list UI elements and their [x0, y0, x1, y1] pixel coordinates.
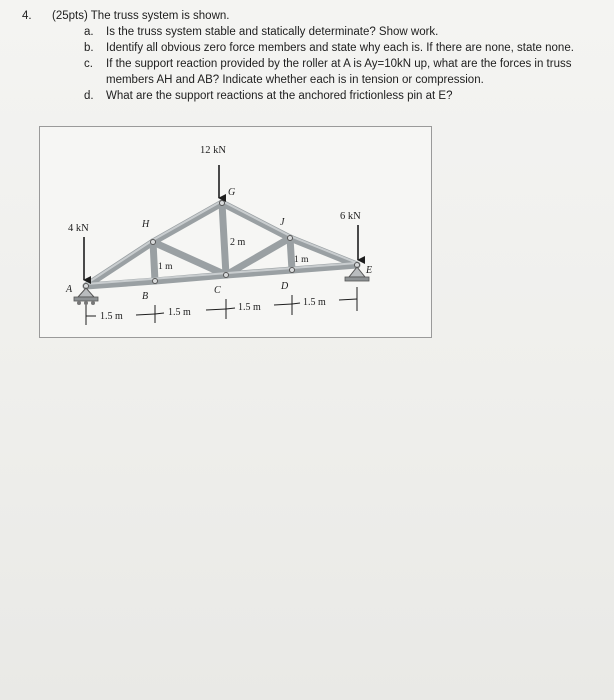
question-b-mark: b. [84, 42, 94, 54]
problem-title: (25pts) The truss system is shown. [52, 10, 230, 22]
span-seg-2b [206, 309, 226, 310]
span-seg-1b [136, 314, 155, 315]
dim-height-left: 1 m [158, 262, 173, 272]
pin-J [288, 236, 293, 241]
load-label-left: 4 kN [68, 223, 89, 234]
member-HB [153, 242, 155, 281]
load-label-top: 12 kN [200, 145, 226, 156]
pin-G [220, 201, 225, 206]
highlight-bottom-chord [86, 263, 357, 284]
problem-4 [22, 8, 602, 104]
node-label-D: D [281, 281, 289, 292]
member-HG [153, 203, 222, 242]
span-seg-3b [274, 304, 292, 305]
question-a-mark: a. [84, 26, 94, 38]
span-seg-3a [226, 308, 235, 309]
question-d-mark: d. [84, 90, 94, 102]
question-b [22, 40, 602, 56]
dim-height-right: 1 m [294, 255, 309, 265]
node-label-J: J [280, 217, 285, 228]
node-label-B: B [142, 291, 149, 302]
dim-span-4: 1.5 m [303, 297, 326, 308]
span-seg-4b [339, 299, 357, 300]
node-label-C: C [214, 285, 221, 296]
node-label-E: E [366, 265, 373, 276]
question-b-text: Identify all obvious zero force members and state why each is. If there are none, state none. [106, 42, 574, 54]
question-c [22, 56, 602, 88]
question-c-text: If the support reaction provided by the roller at A is Ay=10kN up, what are the forces in truss members AH and AB? Indicate whether each is in tension or compression. [106, 58, 572, 86]
pin-H [151, 240, 156, 245]
node-label-G: G [228, 187, 236, 198]
truss-figure [39, 126, 432, 338]
node-label-A: A [66, 284, 73, 295]
highlight-AH [86, 240, 153, 284]
question-d-text: What are the support reactions at the anchored frictionless pin at E? [106, 90, 453, 102]
span-seg-4a [292, 303, 300, 304]
load-label-right: 6 kN [340, 211, 361, 222]
dim-span-2: 1.5 m [168, 307, 191, 318]
member-JD [290, 238, 292, 270]
pin-B [153, 279, 158, 284]
node-label-H: H [142, 219, 150, 230]
pin-C [224, 273, 229, 278]
member-GC [222, 203, 226, 275]
problem-header [22, 8, 602, 24]
question-d [22, 88, 602, 104]
dim-height-center: 2 m [230, 237, 246, 248]
dim-span-1: 1.5 m [100, 311, 123, 322]
roller-support-A [74, 288, 98, 305]
span-seg-2a [155, 313, 164, 314]
highlight-HG [153, 201, 222, 240]
question-a [22, 24, 602, 40]
dim-span-3: 1.5 m [238, 302, 261, 313]
problem-number: 4. [22, 10, 32, 22]
question-c-mark: c. [84, 58, 93, 70]
pin-D [290, 268, 295, 273]
truss-diagram [40, 127, 431, 337]
question-a-text: Is the truss system stable and statically determinate? Show work. [106, 26, 439, 38]
